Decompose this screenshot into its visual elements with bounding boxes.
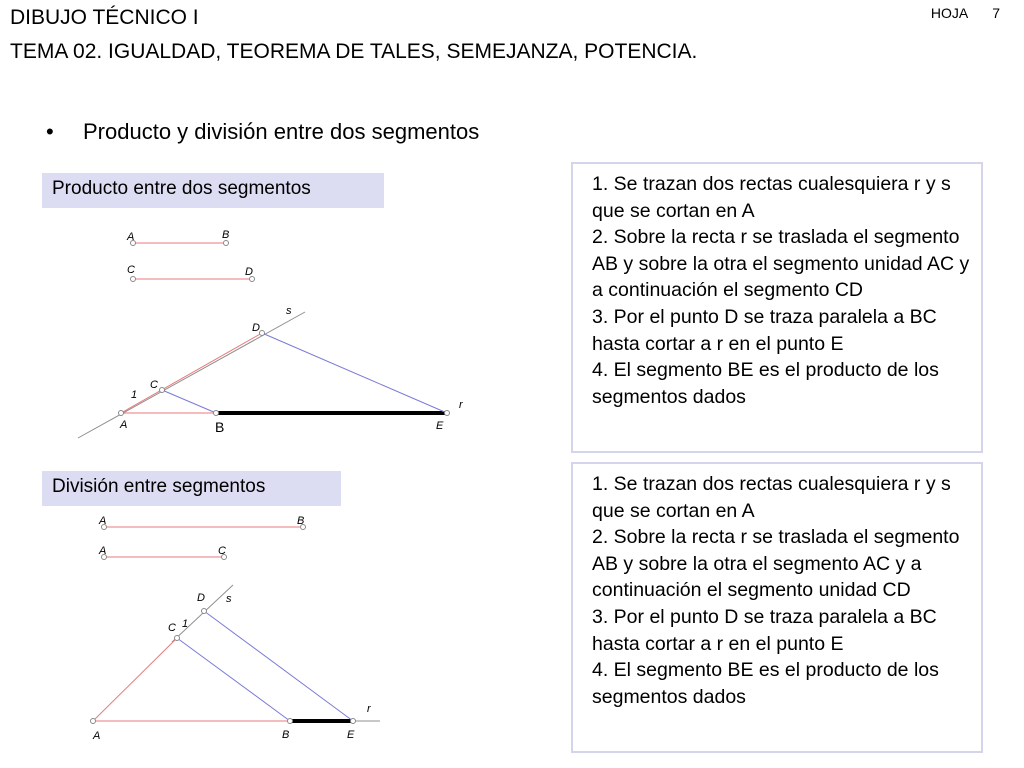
section-heading-text: Producto y división entre dos segmentos [83, 119, 480, 144]
point [131, 277, 136, 282]
sheet-label: HOJA [930, 5, 969, 21]
segment-bc [162, 390, 216, 413]
label-seg-c: C [218, 545, 226, 557]
segment-ac-on-s [93, 638, 177, 721]
product-diagram [78, 229, 464, 438]
label-s: s [226, 593, 232, 605]
label-a: A [120, 419, 128, 431]
label-seg-a: A [127, 231, 135, 243]
sheet-number: 7 [992, 5, 1000, 21]
label-d: D [252, 322, 260, 334]
course-title: DIBUJO TÉCNICO I [10, 6, 199, 29]
label-c: C [150, 379, 158, 391]
segment-ad [121, 333, 262, 413]
label-b: B [215, 419, 225, 435]
point [202, 609, 207, 614]
division-diagram [91, 515, 381, 742]
segment-de [204, 611, 353, 721]
label-seg-b: B [222, 229, 230, 241]
segment-de [262, 333, 447, 413]
line-s [78, 312, 305, 438]
point [175, 636, 180, 641]
label-a: A [93, 730, 101, 742]
label-seg-a2: A [99, 545, 107, 557]
segment-cb [177, 638, 290, 721]
label-1: 1 [131, 389, 138, 401]
product-steps-box: 1. Se trazan dos rectas cualesquiera r y s que se cortan en A 2. Sobre la recta r se traslada el segmento AB y sobre la otra el segmento unidad AC y a continuación el segmento CD 3. Por el punto D se traza paralela a BC hasta cortar a r en el punto E 4. El segmento BE es el producto de los segmentos dados [571, 162, 983, 453]
label-seg-c: C [127, 264, 135, 276]
product-title-box: Producto entre dos segmentos [42, 173, 384, 208]
label-seg-a1: A [99, 515, 107, 527]
label-c: C [168, 622, 176, 634]
bullet-icon: • [46, 119, 54, 144]
point [288, 719, 293, 724]
label-r: r [367, 703, 371, 715]
label-seg-b: B [297, 515, 305, 527]
label-r: r [459, 399, 463, 411]
point [119, 411, 124, 416]
point [351, 719, 356, 724]
point [445, 411, 450, 416]
point [91, 719, 96, 724]
label-seg-d: D [245, 266, 253, 278]
label-d: D [197, 592, 205, 604]
division-title-box: División entre segmentos [42, 471, 341, 506]
label-e: E [347, 729, 355, 741]
label-1: 1 [182, 618, 189, 630]
topic-title: TEMA 02. IGUALDAD, TEOREMA DE TALES, SEMEJANZA, POTENCIA. [10, 40, 698, 63]
label-s: s [286, 305, 292, 317]
point [260, 331, 265, 336]
label-e: E [436, 420, 444, 432]
point [160, 388, 165, 393]
division-steps-box: 1. Se trazan dos rectas cualesquiera r y s que se cortan en A 2. Sobre la recta r se traslada el segmento AB y sobre la otra el segmento AC y a continuación el segmento unidad CD 3. Por el punto D se traza paralela a BC hasta cortar a r en el punto E 4. El segmento BE es el producto de los segmentos dados [571, 462, 983, 753]
point [224, 241, 229, 246]
label-b: B [282, 729, 290, 741]
point [214, 411, 219, 416]
